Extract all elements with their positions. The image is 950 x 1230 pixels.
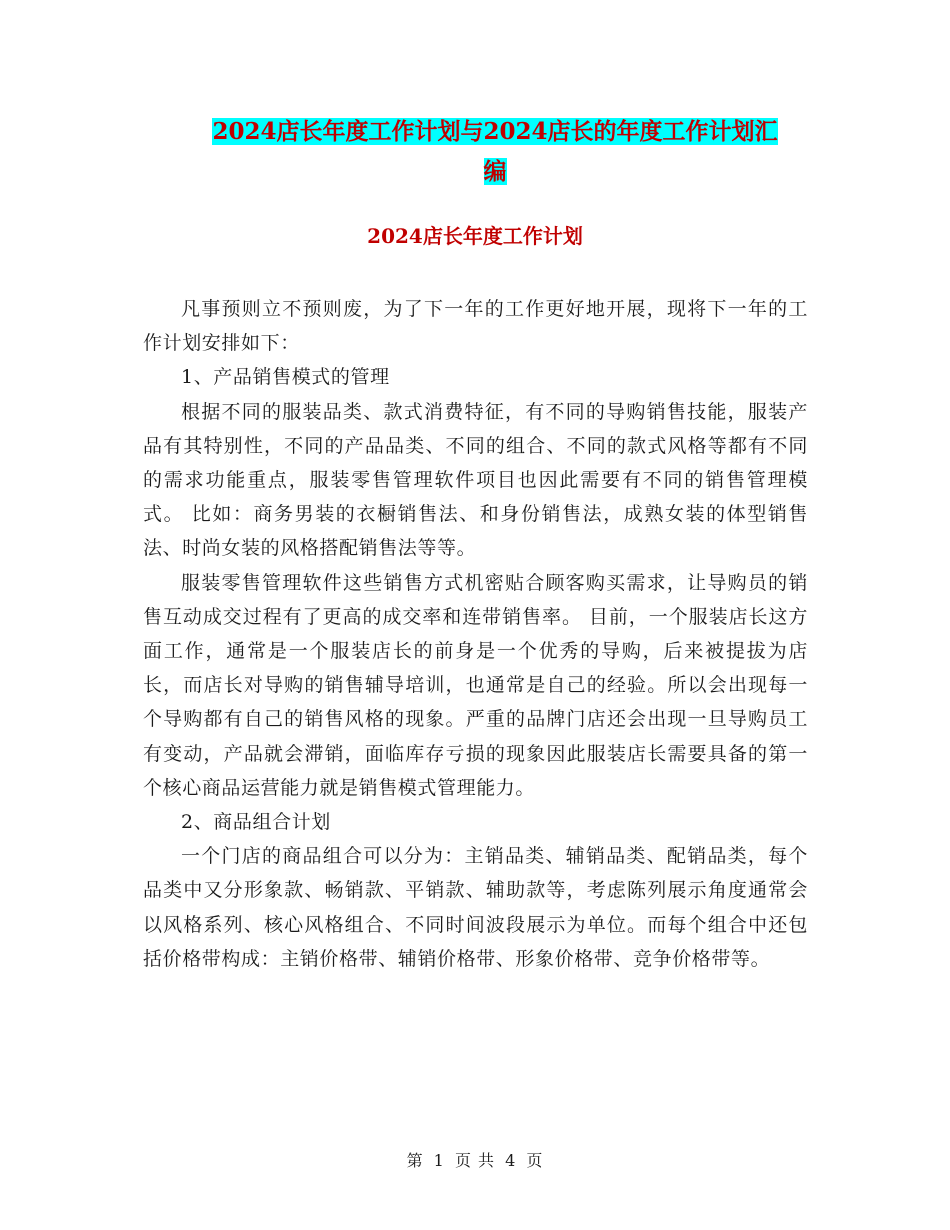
footer-suffix: 页: [526, 1151, 544, 1170]
footer-mid: 页 共: [454, 1151, 496, 1170]
heading-item-2: 2、商品组合计划: [181, 811, 331, 834]
title-line-2: 编: [483, 158, 507, 185]
paragraph-product-mix: 一个门店的商品组合可以分为：主销品类、辅销品类、配销品类，每个品类中又分形象款、畅销款、平销款、辅助款等，考虑陈列展示角度通常会以风格系列、核心风格组合、不同时间波段展示为单位。而每个组合中还包括价格带构成：主销价格带、辅销价格带、形象价格带、竞争价格带等。: [143, 845, 808, 970]
section-title: 2024店长年度工作计划: [367, 224, 583, 248]
paragraph-sales-management: 服装零售管理软件这些销售方式机密贴合顾客购买需求，让导购员的销售互动成交过程有了更高的成交率和连带销售率。 目前，一个服装店长这方面工作，通常是一个服装店长的前身是一个优秀的导购，后来被提拔为店长，而店长对导购的销售辅导培训，也通常是自己的经验。所以会出现每一个导购都有自己的销售风格的现象。严重的品牌门店还会出现一旦导购员工有变动，产品就会滞销，面临库存亏损的现象因此服装店长需要具备的第一个核心商品运营能力就是销售模式管理能力。: [143, 571, 808, 799]
paragraph-sales-models: 根据不同的服装品类、款式消费特征，有不同的导购销售技能，服装产品有其特别性，不同的产品品类、不同的组合、不同的款式风格等都有不同的需求功能重点，服装零售管理软件项目也因此需要有不同的销售管理模式。 比如：商务男装的衣橱销售法、和身份销售法，成熟女装的体型销售法、时尚女装的风格搭配销售法等等。: [143, 400, 808, 560]
document-body: [143, 292, 808, 976]
title-line-1: 2024店长年度工作计划与2024店长的年度工作计划汇: [212, 118, 778, 145]
page-footer: [0, 1148, 950, 1171]
paragraph-intro: 凡事预则立不预则废，为了下一年的工作更好地开展，现将下一年的工作计划安排如下：: [143, 298, 808, 355]
document-title: [150, 112, 840, 192]
footer-prefix: 第: [406, 1151, 424, 1170]
footer-page-total: 4: [505, 1151, 517, 1170]
footer-page-number: 1: [433, 1151, 445, 1170]
heading-item-1: 1、产品销售模式的管理: [181, 366, 390, 389]
